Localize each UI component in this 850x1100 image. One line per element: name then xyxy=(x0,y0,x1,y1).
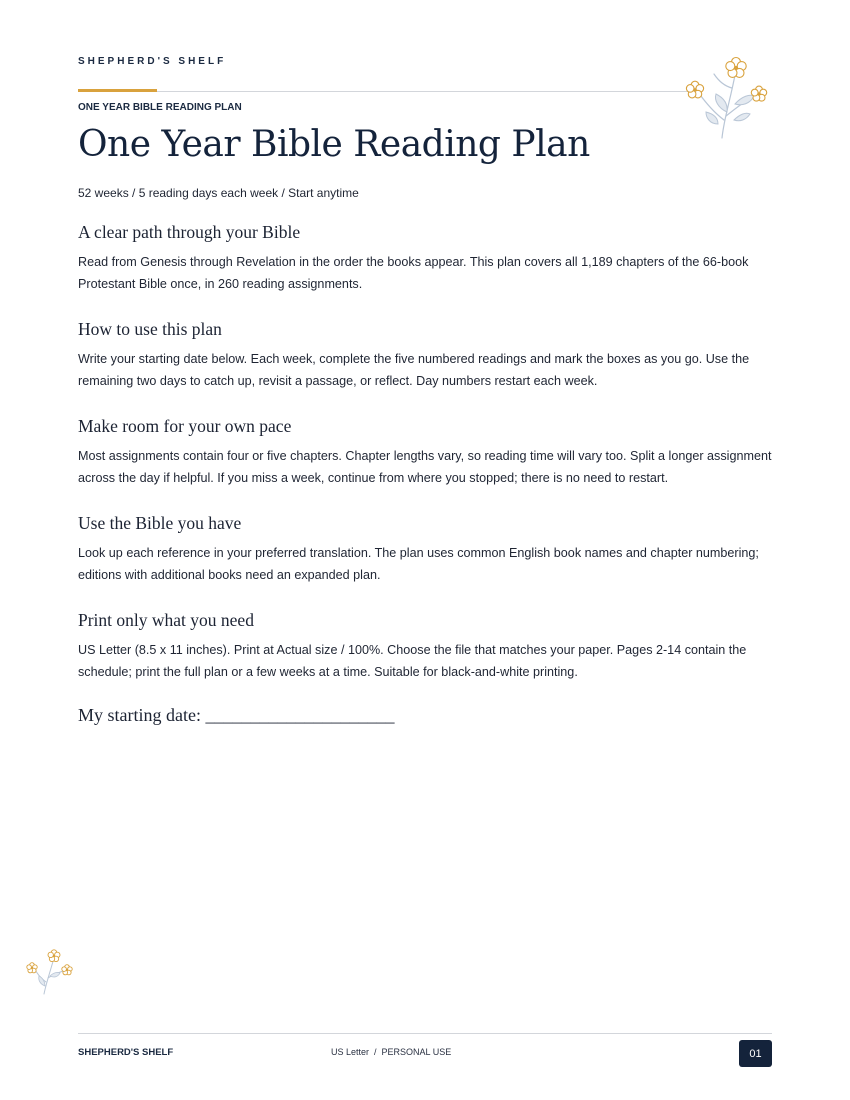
section-body: Write your starting date below. Each week, complete the five numbered readings and mark the boxes as you go. Use the remaining two days to catch up, revisit a passage, or reflect. Day numbers restart each week. xyxy=(78,352,750,388)
header-rule xyxy=(157,91,700,92)
floral-sprig-icon xyxy=(678,48,776,144)
footer-brand: SHEPHERD'S SHELF xyxy=(78,1047,174,1058)
page-title: One Year Bible Reading Plan xyxy=(78,124,590,165)
section-bible-you-have xyxy=(78,511,773,586)
footer-meta: US Letter / PERSONAL USE xyxy=(331,1047,452,1057)
brand-label: SHEPHERD'S SHELF xyxy=(78,56,227,67)
page-number-badge: 01 xyxy=(739,1040,772,1067)
section-body: Look up each reference in your preferred translation. The plan uses common English book names and chapter numbering; editions with additional books need an expanded plan. xyxy=(78,546,759,582)
section-print xyxy=(78,608,773,683)
header-accent-bar xyxy=(78,89,157,92)
section-heading: Make room for your own pace xyxy=(78,416,292,436)
starting-date-field: My starting date: _____________________ xyxy=(78,705,395,725)
page-subtitle: 52 weeks / 5 reading days each week / Start anytime xyxy=(78,186,359,200)
content-body xyxy=(78,220,773,726)
section-how-to-use xyxy=(78,317,773,392)
section-body: Read from Genesis through Revelation in the order the books appear. This plan covers all 1,189 chapters of the 66-book Protestant Bible once, in 260 reading assignments. xyxy=(78,255,749,291)
section-heading: Use the Bible you have xyxy=(78,513,242,533)
section-own-pace xyxy=(78,414,773,489)
section-heading: Print only what you need xyxy=(78,610,254,630)
document-eyebrow: ONE YEAR BIBLE READING PLAN xyxy=(78,102,242,113)
floral-sprig-icon xyxy=(24,946,76,996)
footer-rule xyxy=(78,1033,772,1034)
section-heading: A clear path through your Bible xyxy=(78,222,301,242)
section-body: Most assignments contain four or five chapters. Chapter lengths vary, so reading time will vary too. Split a longer assignment across the day if helpful. If you miss a week, continue from where you stopped; there is no need to restart. xyxy=(78,449,772,485)
section-body: US Letter (8.5 x 11 inches). Print at Actual size / 100%. Choose the file that matches your paper. Pages 2-14 contain the schedule; print the full plan or a few weeks at a time. Suitable for black-and-white printing. xyxy=(78,643,747,679)
section-heading: How to use this plan xyxy=(78,319,222,339)
section-clear-path xyxy=(78,220,773,295)
